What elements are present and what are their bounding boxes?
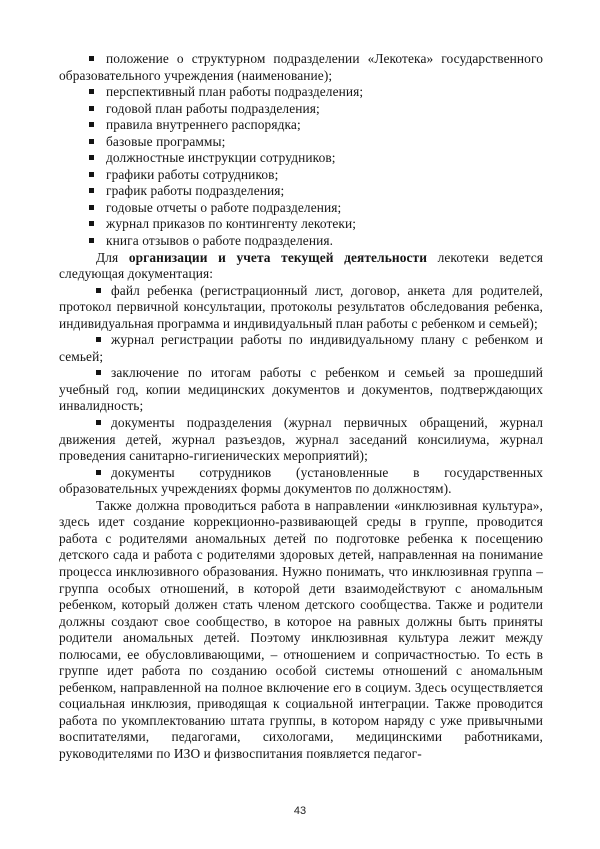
list-item: графики работы сотрудников; (59, 167, 543, 184)
list-item: годовые отчеты о работе подразделения; (59, 200, 543, 217)
bullet-icon (89, 56, 94, 61)
documents-list (59, 51, 543, 250)
page-body (59, 51, 543, 763)
bullet-icon (89, 238, 94, 243)
org-documents-list (59, 283, 543, 498)
list-item: заключение по итогам работы с ребенком и семьей за прошедший учебный год, копии медицинских документов и документов, подтверждающих инвалидность; (59, 365, 543, 414)
list-item: документы подразделения (журнал первичных обращений, журнал движения детей, журнал разъездов, журнал заседаний консилиума, журнал проведения санитарно-гигиенических мероприятий); (59, 415, 543, 464)
bullet-icon (96, 470, 101, 475)
org-bold-phrase: организации и учета текущей деятельности (128, 249, 428, 265)
list-item: документы сотрудников (установленные в государственных образовательных учреждениях формы документов по должностям). (59, 464, 543, 497)
list-item: должностные инструкции сотрудников; (59, 150, 543, 167)
bullet-icon (89, 155, 94, 160)
list-item: файл ребенка (регистрационный лист, договор, анкета для родителей, протокол первичной консультации, протоколы результатов обследования ребенка, индивидуальная программа и индивидуальный план работы с ребенком и семьей); (59, 282, 543, 331)
bullet-icon (89, 221, 94, 226)
bullet-icon (96, 337, 101, 342)
bullet-icon (89, 139, 94, 144)
list-item: базовые программы; (59, 134, 543, 151)
bullet-icon (89, 188, 94, 193)
bullet-icon (89, 172, 94, 177)
list-item: правила внутреннего распорядка; (59, 117, 543, 134)
bullet-icon (96, 370, 101, 375)
bullet-icon (89, 106, 94, 111)
bullet-icon (96, 420, 101, 425)
list-item: журнал приказов по контингенту лекотеки; (59, 216, 543, 233)
bullet-icon (89, 205, 94, 210)
bullet-icon (89, 89, 94, 94)
list-item: положение о структурном подразделении «Лекотека» государственного образовательного учреждения (наименование); (59, 51, 543, 83)
list-item: книга отзывов о работе подразделения. (59, 233, 543, 250)
page-number: 43 (293, 805, 307, 817)
org-paragraph: Для организации и учета текущей деятельности лекотеки ведется следующая документация: (59, 249, 543, 282)
bullet-icon (89, 122, 94, 127)
list-item: перспективный план работы подразделения; (59, 84, 543, 101)
inclusive-paragraph: Также должна проводиться работа в направлении «инклюзивная культура», здесь идет создание коррекционно-развивающей среды в группе, проводится работа с родителями аномальных детей по подготовке ребенка к посещению детского сада и работа с родителями здоровых детей, направленная на понимание процесса инклюзивного образования. Нужно понимать, что инклюзивная группа – группа особых отношений, в которой дети взаимодействуют с аномальным ребенком, который должен стать членом детского сообщества. Также и родители должны создают свое сообщество, в которое на равных должны быть приняты родители аномальных детей. Поэтому инклюзивная культура лежит между полюсами, ее обусловливающими, – отношением и сопричастностью. То есть в группе идет работа по созданию особой системы отношений с аномальным ребенком, направленной на полное включение его в социум. Здесь осуществляется социальная инклюзия, приводящая к социальной интеграции. Также проводится работа по укомплектованию штата группы, в котором наряду с уже привычными воспитателями, педагогами, сихологами, медицинскими работниками, руководителями по ИЗО и физвоспитания появляется педагог- (59, 497, 543, 761)
list-item: журнал регистрации работы по индивидуальному плану с ребенком и семьей; (59, 332, 543, 364)
bullet-icon (96, 288, 101, 293)
list-item: годовой план работы подразделения; (59, 101, 543, 118)
list-item: график работы подразделения; (59, 183, 543, 200)
